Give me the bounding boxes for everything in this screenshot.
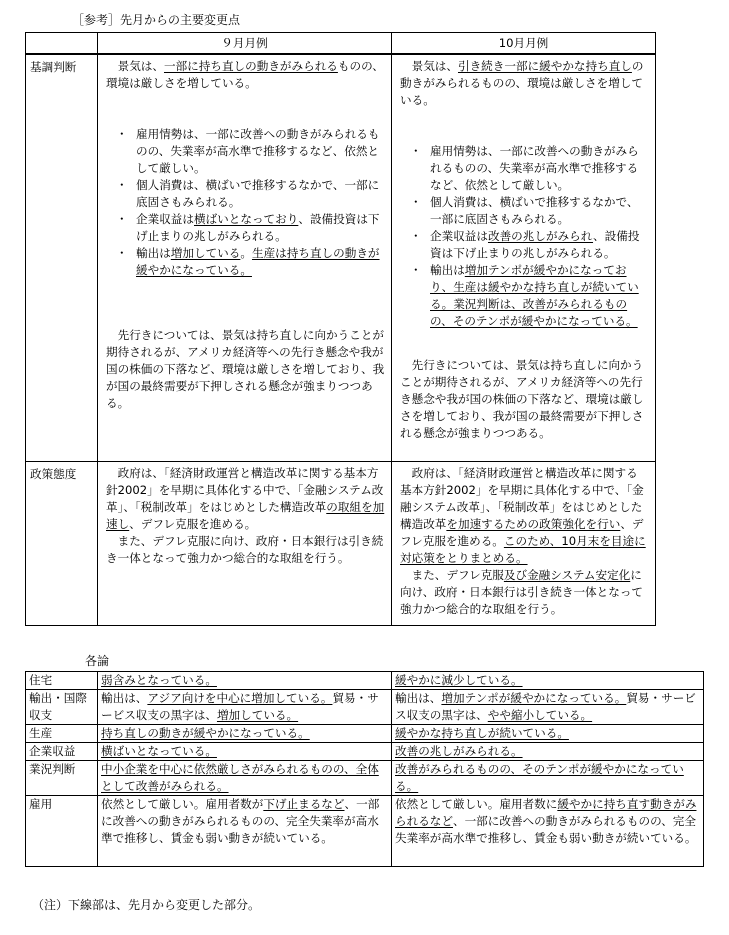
text-run: 個人消費は、横ばいで推移するなかで、一部に底固さもみられる。 xyxy=(430,195,639,226)
text-run: 企業収益は xyxy=(136,212,194,226)
sub-row xyxy=(26,761,704,796)
policy-stance-october xyxy=(392,461,656,625)
indicator-list xyxy=(400,143,649,330)
sub-row-label: 住宅 xyxy=(26,672,98,690)
changed-text: 緩やかに減少している。 xyxy=(395,673,523,687)
sub-cell-september xyxy=(98,743,392,761)
text-run: 、設備投資は下げ止まりの兆しがみられる。 xyxy=(430,229,640,260)
outlook-text xyxy=(400,357,649,442)
corner-cell xyxy=(26,33,98,55)
changed-text: 持ち直しの動きが緩やかになっている。 xyxy=(101,726,310,740)
text-run: また、デフレ克服 xyxy=(411,567,504,582)
policy-paragraph-2 xyxy=(106,533,385,567)
indicator-bullet xyxy=(106,245,385,279)
text-run: 、設備投資は下げ止まりの兆しがみられる。 xyxy=(136,212,380,243)
outlook-text xyxy=(106,327,385,412)
page-heading: ［参考］先月からの主要変更点 xyxy=(72,13,241,27)
sub-items-table xyxy=(25,671,704,867)
changed-text: 増加している xyxy=(170,246,241,260)
changed-text: 下げ止まるなど xyxy=(263,797,345,811)
sub-cell-september xyxy=(98,672,392,690)
text-run: 企業収益は xyxy=(430,229,488,243)
changed-text: 一部に持ち直しの動きがみられる xyxy=(163,59,338,73)
changed-text: 増加テンポが緩やかになっている。 xyxy=(441,691,627,705)
text-run: ものの、環境は厳しさを増している。 xyxy=(106,59,384,90)
sub-cell-october xyxy=(392,672,704,690)
row-label-policy-stance: 政策態度 xyxy=(26,461,98,625)
col-header-september: ９月月例 xyxy=(98,33,392,55)
sub-row xyxy=(26,725,704,743)
main-comparison-table xyxy=(25,32,656,626)
changed-text: 増加テンポが緩やかになっており、生産は緩やかな持ち直しが続いている。業況判断は、改善がみられるものの、そのテンポが緩やかになっている。 xyxy=(430,263,639,328)
footnote: （注）下線部は、先月から変更した部分。 xyxy=(32,898,261,912)
sub-row xyxy=(26,690,704,725)
col-header-october: 10月月例 xyxy=(392,33,656,55)
changed-text: 増加している。 xyxy=(216,708,299,722)
text-run: 輸出は、 xyxy=(101,691,148,705)
text-run: 個人消費は、横ばいで推移するなかで、一部に底固さもみられる。 xyxy=(136,178,380,209)
text-run: 、デフレ克服を進める。 xyxy=(129,516,257,531)
row-label-basic-assessment: 基調判断 xyxy=(26,54,98,461)
sub-row xyxy=(26,672,704,690)
text-run: また、デフレ克服に向け、政府・日本銀行は引き続き一体となって強力かつ総合的な取組を行う。 xyxy=(106,533,384,565)
sub-cell-october xyxy=(392,796,704,867)
text-run: 。 xyxy=(240,246,252,260)
sub-row-label: 業況判断 xyxy=(26,761,98,796)
changed-text: このため、10月末を目途に対応策をとりまとめる。 xyxy=(400,533,646,565)
text-run: 雇用情勢は、一部に改善への動きがみられるものの、失業率が高水準で推移するなど、依然として厳しい。 xyxy=(136,127,380,175)
changed-text: 引き続き一部に緩やかな持ち直し xyxy=(457,59,632,73)
indicator-bullet xyxy=(400,262,649,330)
sub-section-title: 各論 xyxy=(85,654,110,668)
indicator-bullet xyxy=(400,194,649,228)
text-run: 雇用情勢は、一部に改善への動きがみられるものの、失業率が高水準で推移するなど、依然として厳しい。 xyxy=(430,144,639,192)
policy-paragraph-1 xyxy=(400,465,649,567)
text-run: 政府は、「経済財政運営と構造改革に関する基本方針2002」を早期に具体化する中で、「金融システム改革」、「税制改革」をはじめとした構造改革 xyxy=(106,465,384,514)
row-basic-assessment xyxy=(26,54,656,461)
sub-cell-september xyxy=(98,761,392,796)
intro-text xyxy=(400,58,649,109)
indicator-bullet xyxy=(400,143,649,194)
sub-cell-october xyxy=(392,690,704,725)
basic-assessment-october xyxy=(392,54,656,461)
text-run: 、デフレ克服を進める。 xyxy=(400,516,644,548)
policy-paragraph-1 xyxy=(106,465,385,533)
policy-stance-september xyxy=(98,461,392,625)
changed-text: を加速するための政策強化を行い xyxy=(446,516,621,531)
changed-text: やや縮小している。 xyxy=(487,708,593,722)
changed-text: 緩やかに持ち直す動きがみられるなど xyxy=(395,797,697,828)
sub-cell-october xyxy=(392,725,704,743)
text-run: 先行きについては、景気は持ち直しに向かうことが期待されるが、アメリカ経済等への先行き懸念や我が国の株価の下落など、環境は厳しさを増しており、我が国の最終需要が下押しされる懸念が強まりつつある。 xyxy=(400,358,644,440)
text-run: に向け、政府・日本銀行は引き続き一体となって強力かつ総合的な取組を行う。 xyxy=(400,567,644,616)
text-run: 輸出は xyxy=(430,263,465,277)
changed-text: 改善の兆しがみられ xyxy=(487,229,594,243)
sub-row xyxy=(26,743,704,761)
sub-row-label: 企業収益 xyxy=(26,743,98,761)
changed-text: アジア向けを中心に増加している。 xyxy=(147,691,333,705)
row-policy-stance xyxy=(26,461,656,625)
text-run: 景気は、 xyxy=(117,59,164,73)
changed-text: 改善がみられるものの、そのテンポが緩やかになっている。 xyxy=(395,762,684,793)
text-run: 輸出は xyxy=(136,246,171,260)
sub-cell-september xyxy=(98,690,392,725)
sub-row-label: 雇用 xyxy=(26,796,98,867)
text-run: 政府は、「経済財政運営と構造改革に関する基本方針2002」を早期に具体化する中で、「金融システム改革」、「税制改革」をはじめとした構造改革 xyxy=(400,465,644,531)
text-run: 依然として厳しい。雇用者数が xyxy=(101,797,264,811)
text-run: 景気は、 xyxy=(411,59,458,73)
changed-text: 中小企業を中心に依然厳しさがみられるものの、全体として改善がみられる。 xyxy=(101,762,379,793)
indicator-list xyxy=(106,126,385,279)
indicator-bullet xyxy=(106,211,385,245)
main-header-row xyxy=(26,33,656,55)
indicator-bullet xyxy=(106,126,385,177)
indicator-bullet xyxy=(106,177,385,211)
sub-cell-september xyxy=(98,725,392,743)
text-run: 、一部に改善への動きがみられるものの、完全失業率が高水準で推移し、賃金も弱い動きが続いている。 xyxy=(395,814,697,845)
changed-text: 横ばいとなっており xyxy=(193,212,299,226)
sub-row-label: 生産 xyxy=(26,725,98,743)
sub-row xyxy=(26,796,704,867)
indicator-bullet xyxy=(400,228,649,262)
sub-row-label: 輸出・国際収支 xyxy=(26,690,98,725)
changed-text: 緩やかな持ち直しが続いている。 xyxy=(395,726,569,740)
intro-text xyxy=(106,58,385,92)
sub-cell-september xyxy=(98,796,392,867)
basic-assessment-september xyxy=(98,54,392,461)
text-run: 貿易・サービス収支の黒字は、 xyxy=(101,691,379,722)
text-run: 先行きについては、景気は持ち直しに向かうことが期待されるが、アメリカ経済等への先行き懸念や我が国の株価の下落など、環境は厳しさを増しており、我が国の最終需要が下押しされる懸念が強まりつつある。 xyxy=(106,328,385,410)
policy-paragraph-2 xyxy=(400,567,649,618)
changed-text: 生産は持ち直しの動きが緩やかになっている。 xyxy=(136,246,380,277)
changed-text: 改善の兆しがみられる。 xyxy=(395,744,523,758)
changed-text: の取組を加速し xyxy=(106,499,385,531)
changed-text: 弱含みとなっている。 xyxy=(101,673,217,687)
text-run: 、一部に改善への動きがみられるものの、完全失業率が高水準で推移し、賃金も弱い動きが続いている。 xyxy=(101,797,380,845)
sub-cell-october xyxy=(392,761,704,796)
changed-text: 横ばいとなっている。 xyxy=(101,744,217,758)
text-run: 依然として厳しい。雇用者数に xyxy=(395,797,558,811)
text-run: 輸出は、 xyxy=(395,691,442,705)
changed-text: 及び金融システム安定化 xyxy=(503,567,631,582)
sub-cell-october xyxy=(392,743,704,761)
text-run: の動きがみられるものの、環境は厳しさを増している。 xyxy=(400,59,644,107)
text-run: 貿易・サービス収支の黒字は、 xyxy=(395,691,696,722)
